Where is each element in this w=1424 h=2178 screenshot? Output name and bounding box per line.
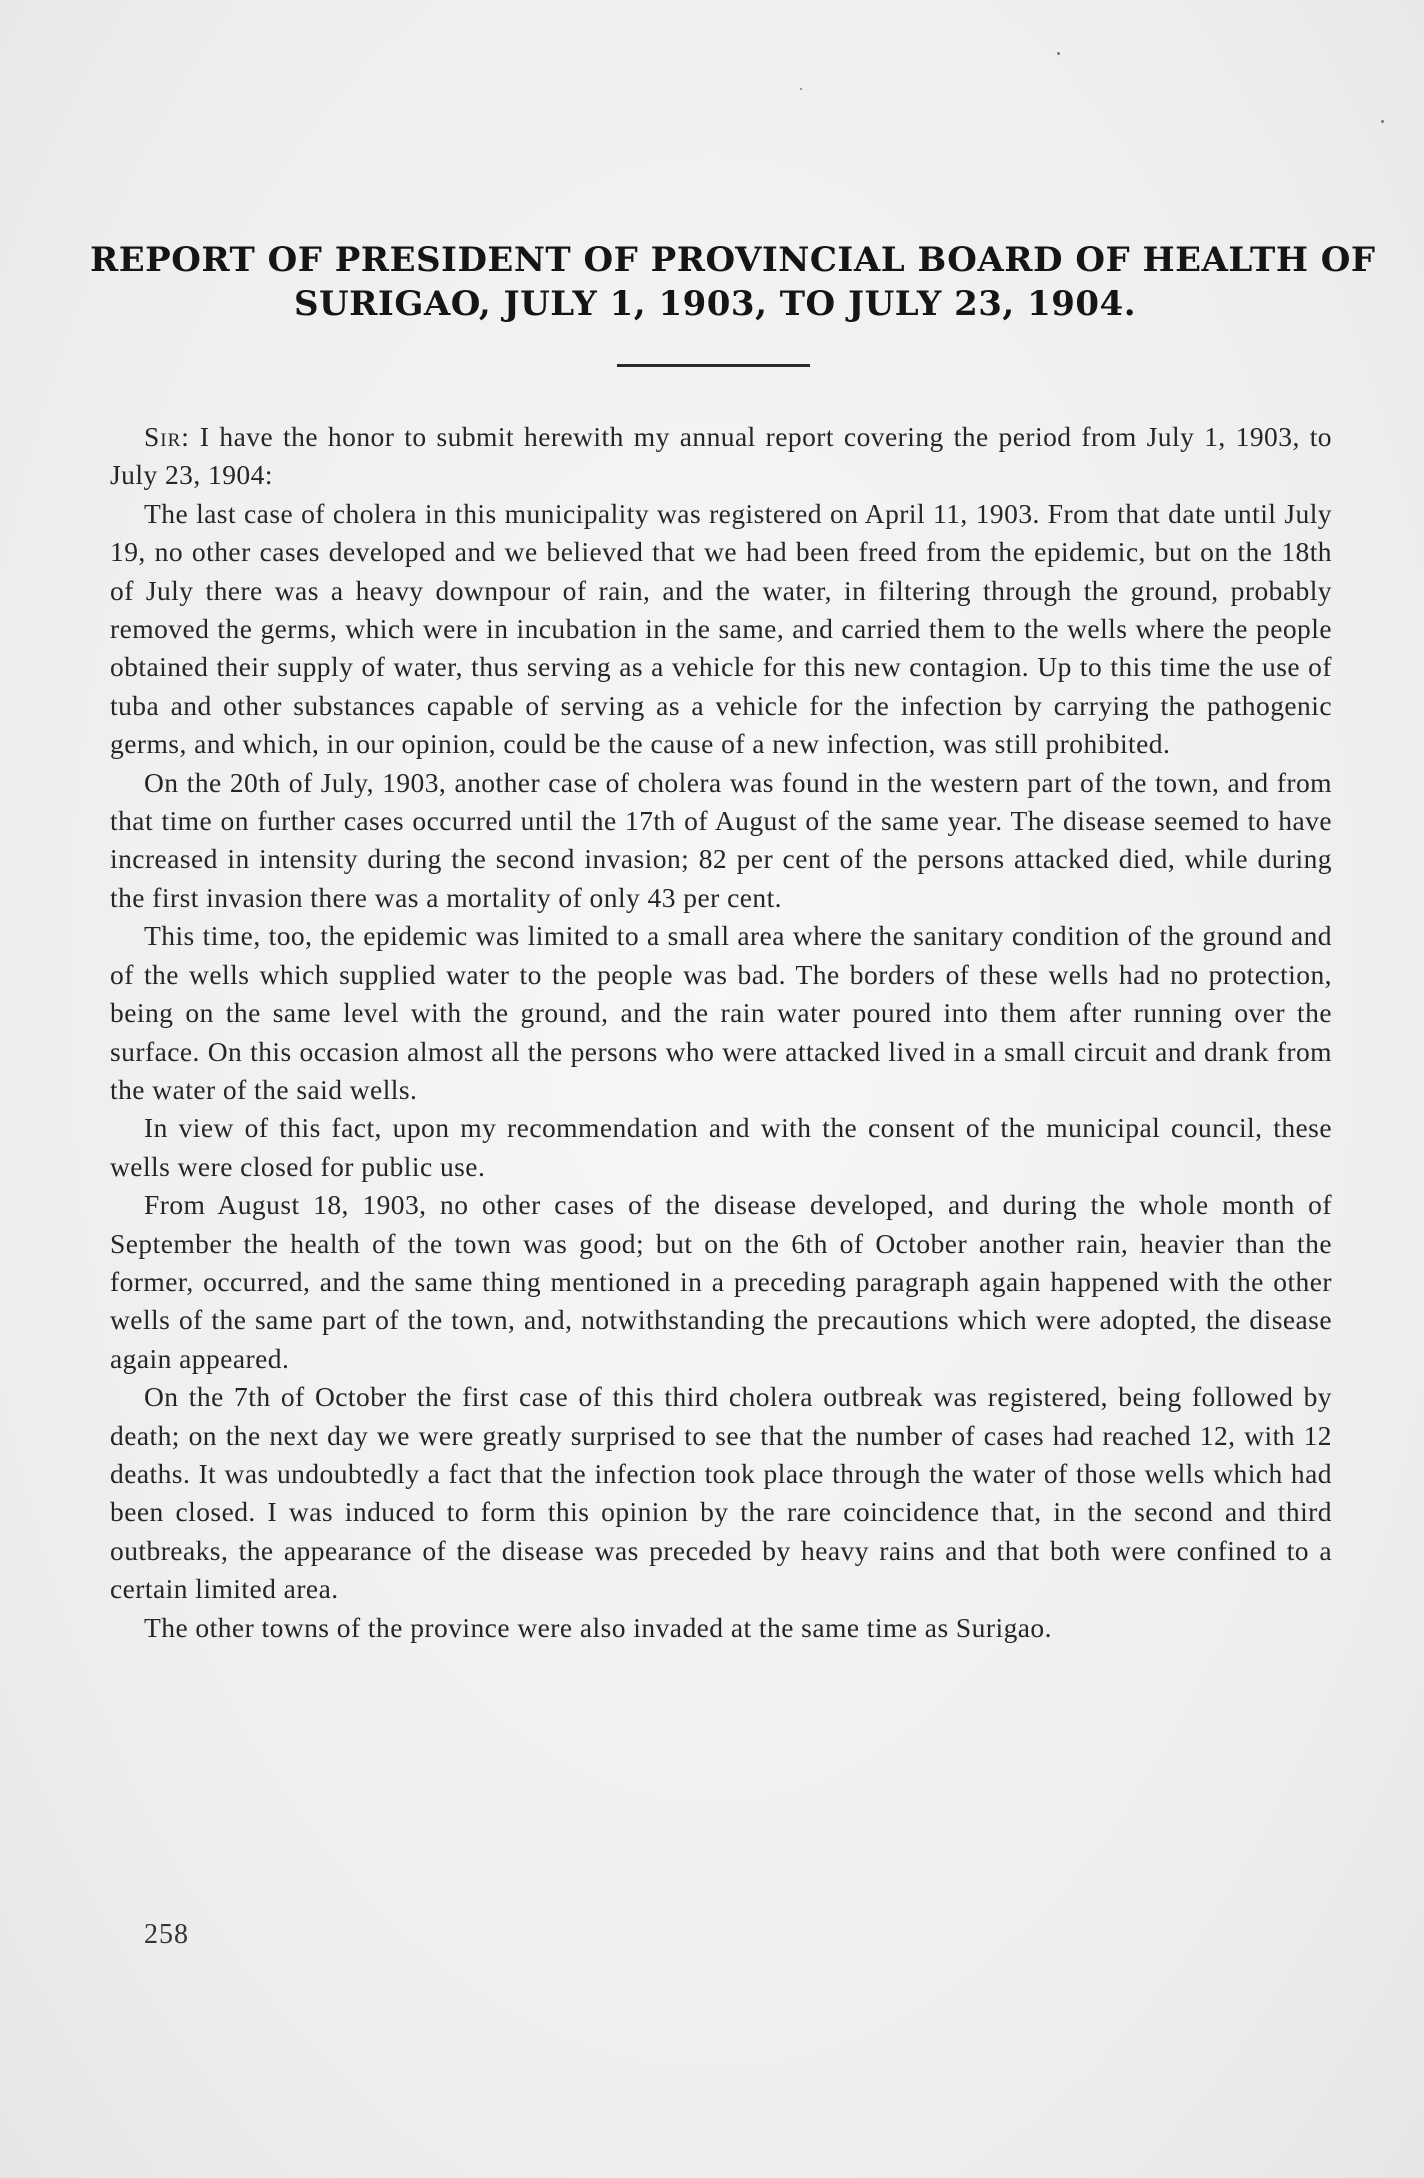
paragraph-2: The last case of cholera in this municipality was registered on April 11, 1903. From that date until July 19, no other cases developed and we believed that we had been freed from the epidemic, but on the 18th of July there was a heavy downpour of rain, and the water, in filtering through the ground, probably removed the germs, which were in incubation in the same, and carried them to the wells where the people obtained their supply of water, thus serving as a vehicle for this new contagion. Up to this time the use of tuba and other substances capable of serving as a vehicle for the infection by carrying the pathogenic germs, and which, in our opinion, could be the cause of a new infection, was still prohibited. — [110, 497, 1332, 760]
salutation: Sir: — [144, 421, 190, 452]
paragraph-1 — [110, 418, 1332, 495]
page-number: 258 — [144, 1919, 189, 1950]
scan-speck — [1381, 120, 1384, 123]
title-divider — [617, 364, 810, 367]
report-title-line-1: REPORT OF PRESIDENT OF PROVINCIAL BOARD OF HEALTH OF — [90, 240, 1376, 280]
report-body — [110, 418, 1332, 1647]
paragraph-4: This time, too, the epidemic was limited to a small area where the sanitary condition of the ground and of the wells which supplied water to the people was bad. The borders of these wells had no protection, being on the same level with the ground, and the rain water poured into them after running over the surface. On this occasion almost all the persons who were attacked lived in a small circuit and drank from the water of the said wells. — [110, 920, 1332, 1105]
paragraph-3: On the 20th of July, 1903, another case of cholera was found in the western part of the town, and from that time on further cases occurred until the 17th of August of the same year. The disease seemed to have increased in intensity during the second invasion; 82 per cent of the persons attacked died, while during the first invasion there was a mortality of only 43 per cent. — [110, 766, 1332, 913]
report-title-line-2: SURIGAO, JULY 1, 1903, TO JULY 23, 1904. — [293, 284, 1137, 324]
report-title — [90, 238, 1376, 326]
paragraph-7: On the 7th of October the first case of this third cholera outbreak was registered, being followed by death; on the next day we were greatly surprised to see that the number of cases had reached 12, with 12 deaths. It was undoubtedly a fact that the infection took place through the water of those wells which had been closed. I was induced to form this opinion by the rare coincidence that, in the second and third outbreaks, the appearance of the disease was preceded by heavy rains and that both were confined to a certain limited area. — [110, 1381, 1332, 1605]
scan-speck — [800, 88, 802, 90]
paragraph-1-text: I have the honor to submit herewith my annual report covering the period from July 1, 1903, to July 23, 1904: — [110, 421, 1332, 491]
scan-speck — [1057, 52, 1060, 55]
paragraph-6: From August 18, 1903, no other cases of the disease developed, and during the whole month of September the health of the town was good; but on the 6th of October another rain, heavier than the former, occurred, and the same thing mentioned in a preceding paragraph again happened with the other wells of the same part of the town, and, notwithstanding the precautions which were adopted, the disease again appeared. — [110, 1189, 1332, 1374]
paragraph-5: In view of this fact, upon my recommendation and with the consent of the municipal council, these wells were closed for public use. — [110, 1112, 1332, 1182]
paragraph-8: The other towns of the province were also invaded at the same time as Surigao. — [144, 1611, 1052, 1643]
